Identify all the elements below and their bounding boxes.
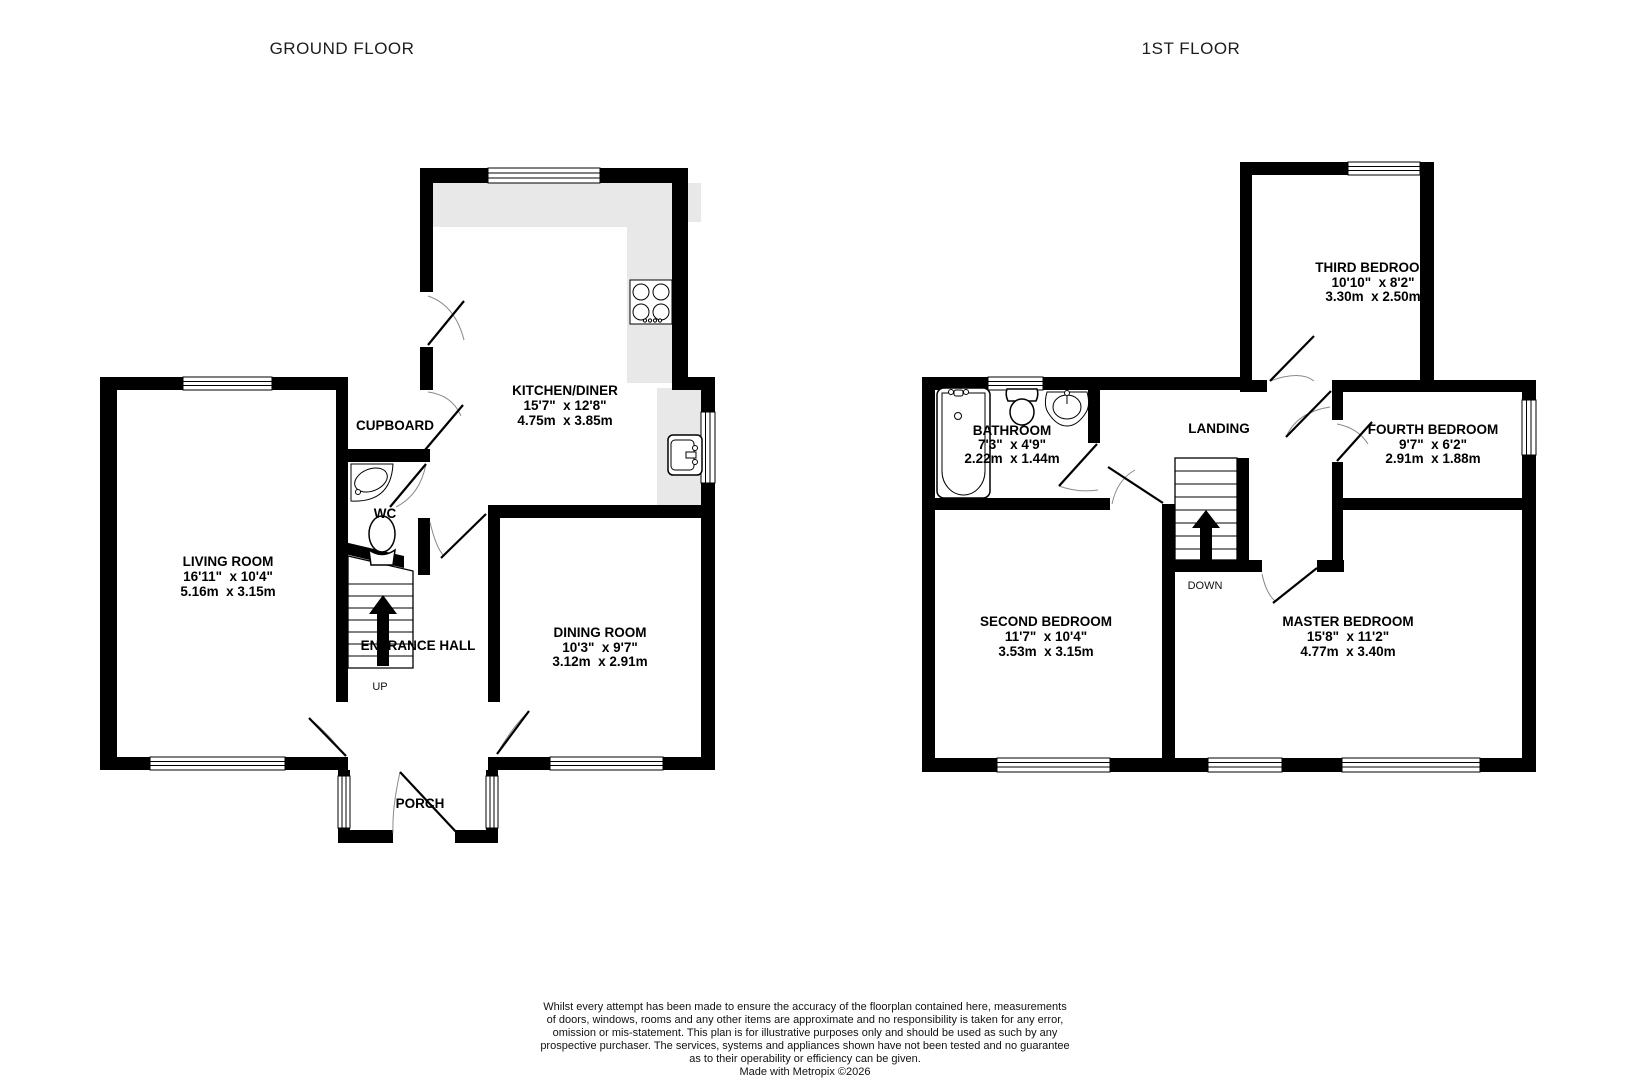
disclaimer-line: of doors, windows, rooms and any other items are approximate and no responsibility is taken for any error,: [546, 1014, 1064, 1026]
wc-corner-sink-icon: [351, 463, 393, 501]
cupboard-label: CUPBOARD: [355, 418, 435, 433]
second-bedroom-window: [997, 758, 1110, 772]
disclaimer-credit: Made with Metropix ©2026: [739, 1066, 871, 1078]
third-metric: 3.30m x 2.50m: [1325, 289, 1421, 304]
kitchen-counter: [433, 183, 701, 505]
fourth-imperial: 9'7" x 6'2": [1398, 437, 1468, 452]
disclaimer-line: prospective purchaser. The services, systems and appliances shown have not been tested and no guarantee: [540, 1040, 1070, 1052]
first-floor-plan: [922, 39, 1536, 772]
living-room-label: [180, 554, 275, 599]
fourth-name: FOURTH BEDROOM: [1367, 422, 1499, 437]
second-name: SECOND BEDROOM: [979, 614, 1113, 629]
disclaimer-line: as to their operability or efficiency can be given.: [689, 1053, 921, 1065]
kitchen-label: [512, 383, 618, 428]
living-name: LIVING ROOM: [182, 554, 274, 569]
kitchen-right-window: [701, 412, 715, 483]
master-metric: 4.77m x 3.40m: [1300, 644, 1396, 659]
bathroom-label: [964, 423, 1059, 466]
master-bedroom-window-left: [1208, 758, 1282, 772]
bathroom-name: BATHROOM: [972, 423, 1052, 438]
landing-label: LANDING: [1188, 421, 1250, 436]
master-imperial: 15'8" x 11'2": [1306, 629, 1390, 644]
hob-icon: [630, 280, 672, 324]
bathroom-sink-icon: [1045, 391, 1088, 427]
second-metric: 3.53m x 3.15m: [998, 644, 1094, 659]
kitchen-imperial: 15'7" x 12'8": [523, 398, 607, 413]
second-bedroom-label: [980, 614, 1112, 659]
dining-name: DINING ROOM: [553, 625, 647, 640]
living-room-bottom-window: [150, 757, 285, 770]
living-metric: 5.16m x 3.15m: [180, 584, 276, 599]
dining-room-label: [552, 625, 647, 669]
second-imperial: 11'7" x 10'4": [1004, 629, 1088, 644]
kitchen-sink-icon: [668, 435, 702, 475]
ground-floor-plan: [100, 39, 715, 843]
master-bedroom-label: [1282, 614, 1413, 659]
living-imperial: 16'11" x 10'4": [183, 569, 273, 584]
wc-toilet-icon: [369, 516, 395, 565]
master-name: MASTER BEDROOM: [1282, 614, 1414, 629]
wc-label: WC: [373, 506, 397, 521]
fourth-metric: 2.91m x 1.88m: [1385, 451, 1481, 466]
dining-room-bottom-window: [550, 757, 663, 770]
ground-labels: [180, 383, 647, 811]
porch-right-window: [486, 776, 498, 828]
porch-label: PORCH: [395, 796, 445, 811]
ground-floor-title: GROUND FLOOR: [269, 39, 415, 58]
third-imperial: 10'10" x 8'2": [1331, 275, 1415, 290]
disclaimer-line: Whilst every attempt has been made to ensure the accuracy of the floorplan contained here, measurements: [543, 1001, 1067, 1013]
kitchen-metric: 4.75m x 3.85m: [517, 413, 613, 428]
first-stairs-down: [1175, 458, 1237, 566]
bathroom-toilet-icon: [1006, 389, 1038, 425]
kitchen-top-window: [488, 168, 600, 183]
bathroom-imperial: 7'3" x 4'9": [977, 437, 1047, 452]
kitchen-name: KITCHEN/DINER: [512, 383, 618, 398]
porch-left-window: [338, 776, 350, 828]
living-room-top-window: [183, 377, 272, 390]
dining-imperial: 10'3" x 9'7": [562, 640, 638, 655]
entrance-hall-label: ENTRANCE HALL: [360, 638, 476, 653]
up-label: UP: [372, 681, 388, 693]
first-floor-title: 1ST FLOOR: [1141, 39, 1241, 58]
disclaimer-line: omission or mis-statement. This plan is for illustrative purposes only and should be used as such by any: [552, 1027, 1058, 1039]
ground-walls: [100, 168, 715, 843]
disclaimer: [455, 1001, 1155, 1079]
bathroom-metric: 2.22m x 1.44m: [964, 451, 1060, 466]
down-label: DOWN: [1187, 580, 1223, 592]
third-name: THIRD BEDROOM: [1315, 260, 1431, 275]
first-windows: [988, 162, 1536, 772]
third-bedroom-window: [1348, 162, 1420, 175]
master-bedroom-window-right: [1342, 758, 1480, 772]
fourth-bedroom-label: [1368, 422, 1499, 466]
fourth-bedroom-window: [1522, 400, 1536, 455]
dining-metric: 3.12m x 2.91m: [552, 654, 648, 669]
bathroom-window: [988, 377, 1043, 390]
third-bedroom-label: [1315, 260, 1431, 304]
